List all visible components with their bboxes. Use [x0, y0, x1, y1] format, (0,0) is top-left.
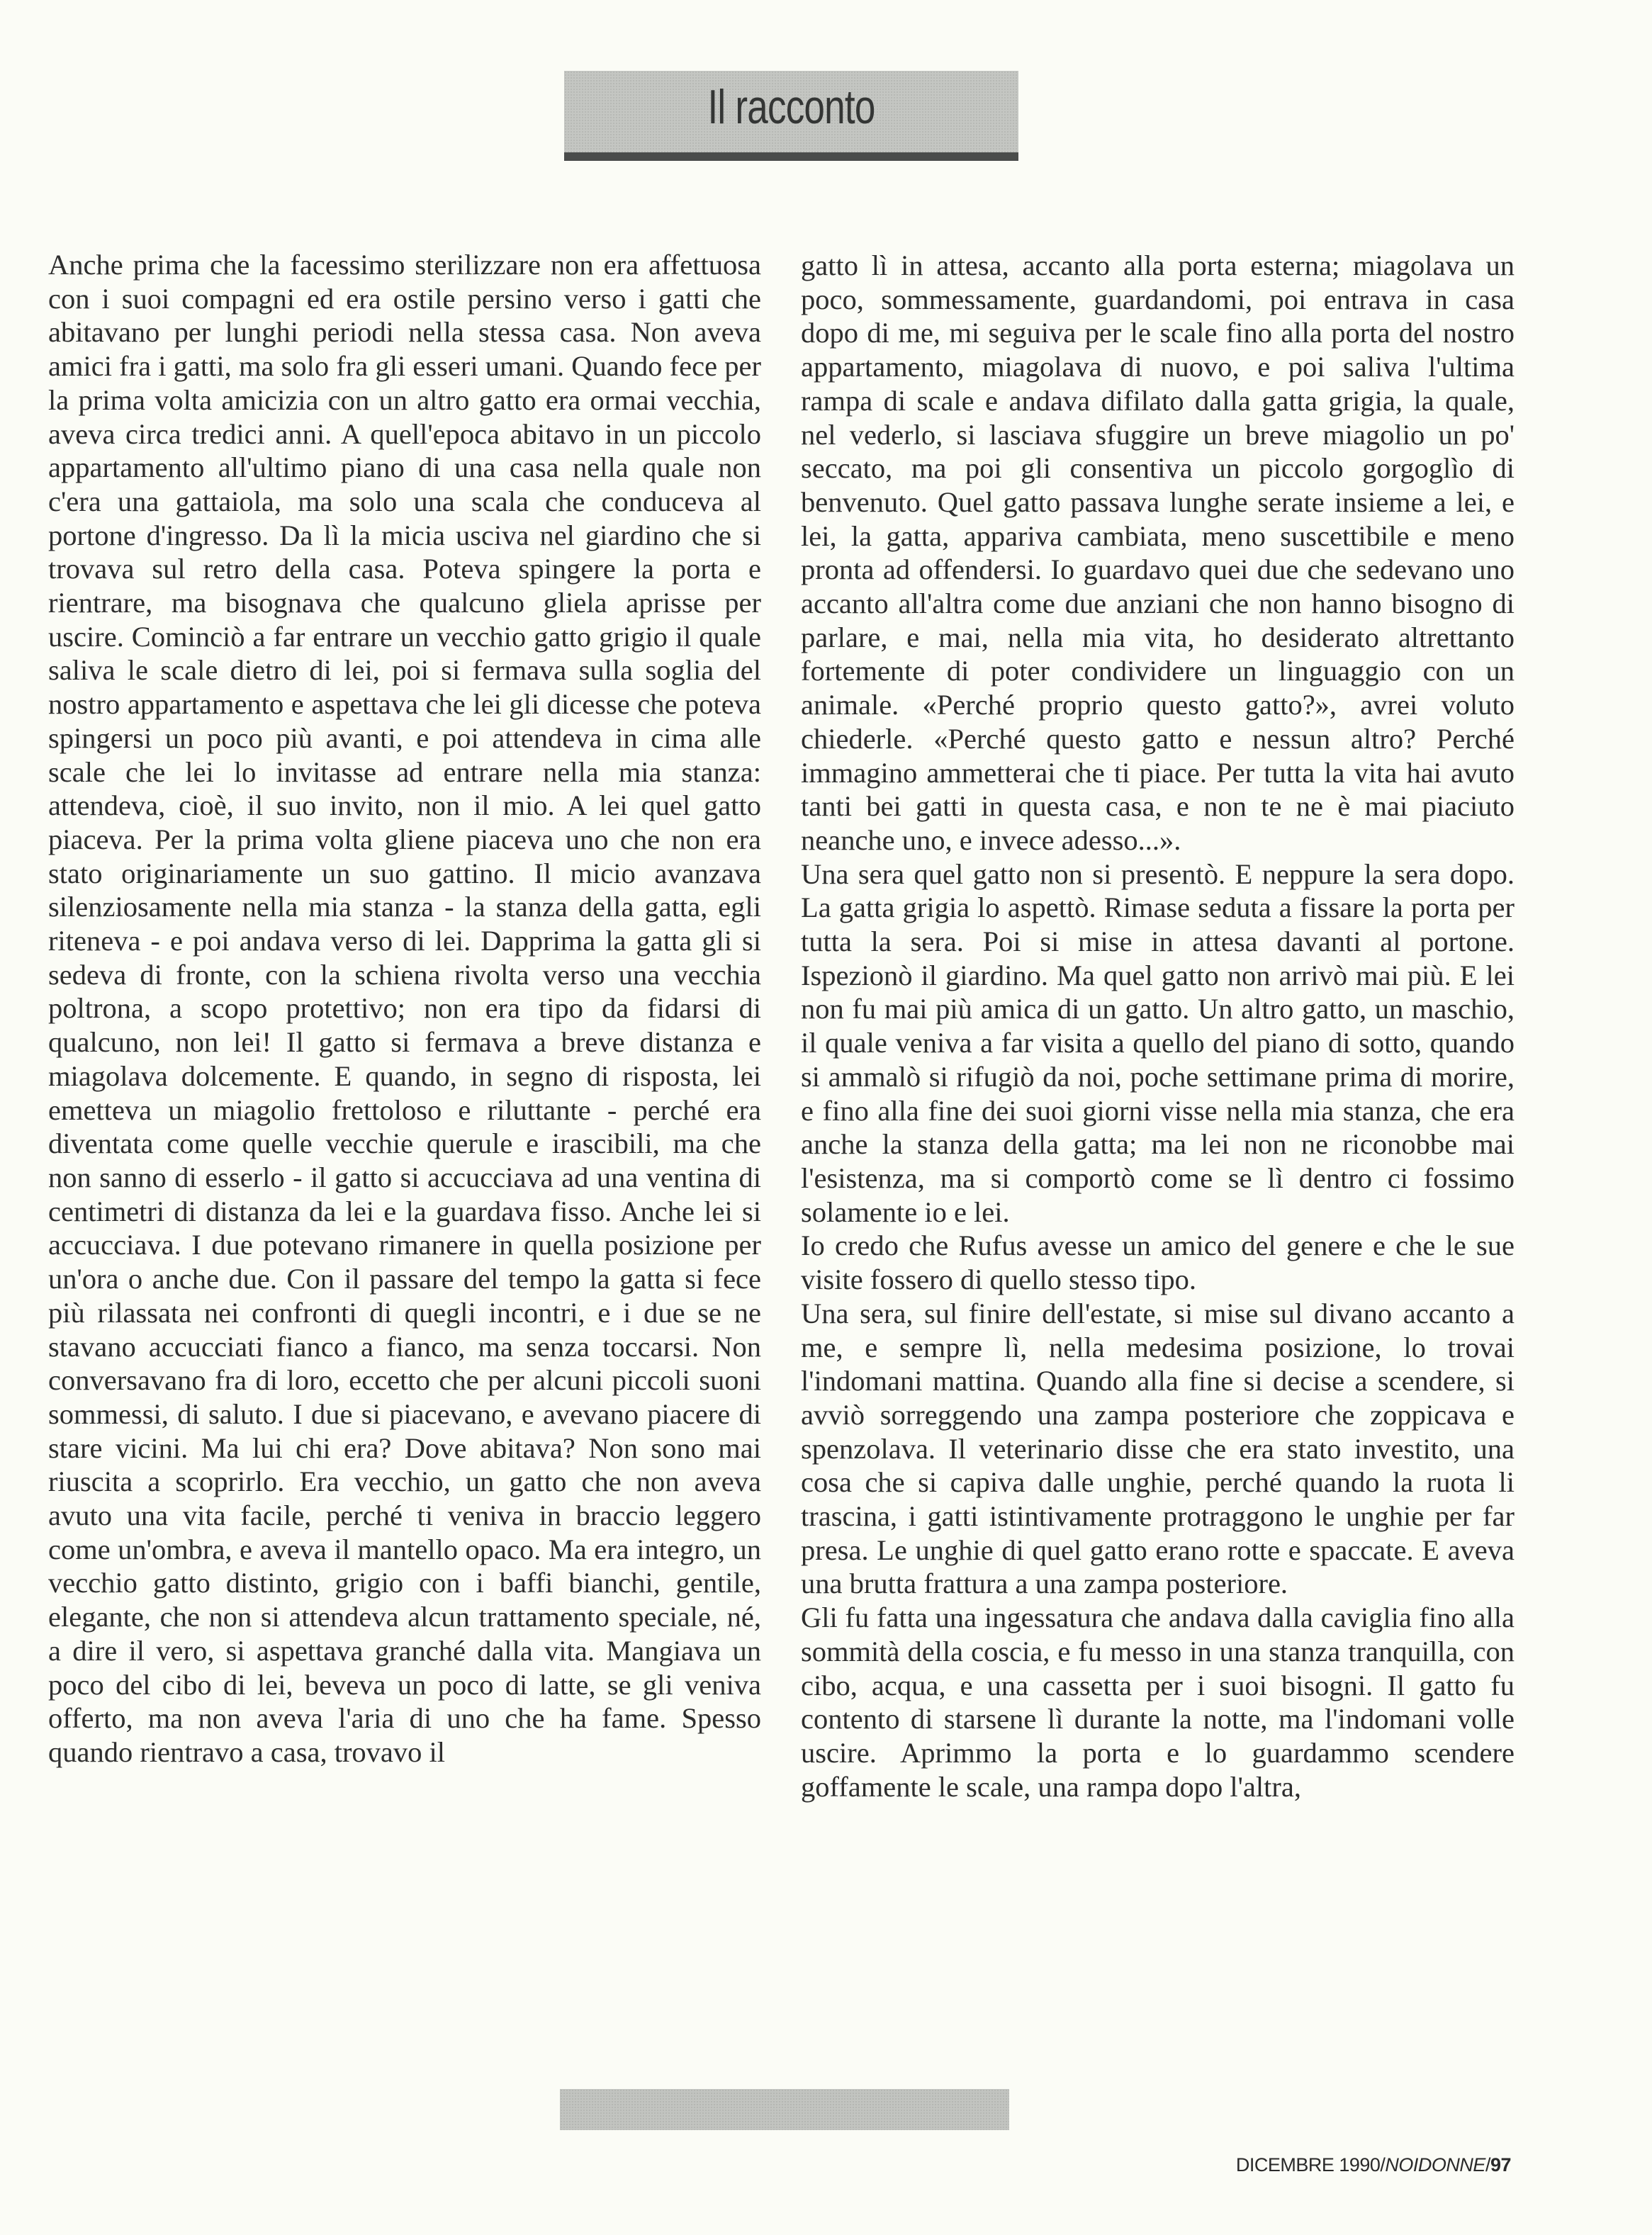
footer-magazine-name: NOIDONNE [1385, 2154, 1485, 2175]
article-paragraph: Gli fu fatta una ingessatura che andava dalla caviglia fino alla sommità della coscia, e fu messo in una stanza tranquilla, con cibo, acqua, e una cassetta per i suoi bisogni. Il gatto fu contento di starsene lì durante la notte, ma l'indomani volle uscire. Aprimmo la porta e lo guardammo scendere goffamente le scale, una rampa dopo l'altra, [801, 1601, 1515, 1803]
page-number: 97 [1490, 2154, 1511, 2175]
article-paragraph: Io credo che Rufus avesse un amico del genere e che le sue visite fossero di quello stesso tipo. [801, 1229, 1515, 1296]
article-column-right [801, 249, 1515, 1803]
section-header-rule [564, 152, 1018, 161]
article-column-left [48, 248, 761, 1769]
article-paragraph: Anche prima che la facessimo sterilizzare non era affettuosa con i suoi compagni ed era ostile persino verso i gatti che abitavano per lunghi periodi nella stessa casa. Non aveva amici fra i gatti, ma solo fra gli esseri umani. Quando fece per la prima volta amicizia con un altro gatto era ormai vecchia, aveva circa tredici anni. A quell'epoca abitavo in un piccolo appartamento all'ultimo piano di una casa nella quale non c'era una gattaiola, ma solo una scala che conduceva al portone d'ingresso. Da lì la micia usciva nel giardino che si trovava sul retro della casa. Poteva spingere la porta e rientrare, ma bisognava che qualcuno gliela aprisse per uscire. Cominciò a far entrare un vecchio gatto grigio il quale saliva le scale dietro di lei, poi si fermava sulla soglia del nostro appartamento e aspettava che lei gli dicesse che poteva spingersi un poco più avanti, e poi attendeva in cima alle scale che lei lo invitasse ad entrare nella mia stanza: attendeva, cioè, il suo invito, non il mio. A lei quel gatto piaceva. Per la prima volta gliene piaceva uno che non era stato originariamente un suo gattino. Il micio avanzava silenziosamente nella mia stanza - la stanza della gatta, egli riteneva - e poi andava verso di lei. Dapprima la gatta gli si sedeva di fronte, con la schiena rivolta verso una vecchia poltrona, a scopo protettivo; non era tipo da fidarsi di qualcuno, non lei! Il gatto si fermava a breve distanza e miagolava dolcemente. E quando, in segno di risposta, lei emetteva un miagolio frettoloso e riluttante - perché era diventata come quelle vecchie querule e irascibili, ma che non sanno di esserlo - il gatto si accucciava ad una ventina di centimetri di distanza da lei e la guardava fisso. Anche lei si accucciava. I due potevano rimanere in quella posizione per un'ora o anche due. Con il passare del tempo la gatta si fece più rilassata nei confronti di quegli incontri, e i due se ne stavano accucciati fianco a fianco, ma senza toccarsi. Non conversavano fra di loro, eccetto che per alcuni piccoli suoni sommessi, di saluto. I due si piacevano, e avevano piacere di stare vicini. Ma lui chi era? Dove abitava? Non sono mai riuscita a scoprirlo. Era vecchio, un gatto che non aveva avuto una vita facile, perché ti veniva in braccio leggero come un'ombra, e aveva il mantello opaco. Ma era integro, un vecchio gatto distinto, grigio con i baffi bianchi, gentile, elegante, che non si attendeva alcun trattamento speciale, né, a dire il vero, si aspettava granché dalla vita. Mangiava un poco del cibo di lei, beveva un poco di latte, se gli veniva offerto, ma non aveva l'aria di uno che ha fame. Spesso quando rientravo a casa, trovavo il [48, 249, 761, 1768]
section-title: Il racconto [707, 80, 875, 134]
footer-date: DICEMBRE 1990/ [1235, 2154, 1386, 2175]
article-paragraph: gatto lì in attesa, accanto alla porta esterna; miagolava un poco, sommessamente, guardandomi, poi entrava in casa dopo di me, mi seguiva per le scale fino alla porta del nostro appartamento, miagolava di nuovo, e poi saliva l'ultima rampa di scale e andava difilato dalla gatta grigia, la quale, nel vederlo, si lasciava sfuggire un breve miagolio un po' seccato, ma poi gli consentiva un piccolo gorgoglìo di benvenuto. Quel gatto passava lunghe serate insieme a lei, e lei, la gatta, appariva cambiata, meno suscettibile e meno pronta ad offendersi. Io guardavo quei due che sedevano uno accanto all'altra come due anziani che non hanno bisogno di parlare, e mai, nella mia vita, ho desiderato altrettanto fortemente di poter condividere un linguaggio con un animale. «Perché proprio questo gatto?», avrei voluto chiederle. «Perché questo gatto e nessun altro? Perché immagino ammetterai che ti piace. Per tutta la vita hai avuto tanti bei gatti in questa casa, e non te ne è mai piaciuto neanche uno, e invece adesso...». [801, 249, 1515, 856]
article-paragraph: Una sera, sul finire dell'estate, si mise sul divano accanto a me, e sempre lì, nella medesima posizione, lo trovai l'indomani mattina. Quando alla fine si decise a scendere, si avviò sorreggendo una zampa posteriore che zoppicava e spenzolava. Il veterinario disse che era stato investito, una cosa che si capiva dalle unghie, perché quando la ruota li trascina, i gatti istintivamente protraggono le unghie per far presa. Le unghie di quel gatto erano rotte e spaccate. E aveva una brutta frattura a una zampa posteriore. [801, 1297, 1515, 1600]
section-header [564, 71, 1018, 161]
page-footer [1236, 2154, 1511, 2176]
bottom-decorative-band [560, 2089, 1009, 2130]
footer-separator: / [1485, 2154, 1490, 2175]
article-paragraph: Una sera quel gatto non si presentò. E neppure la sera dopo. La gatta grigia lo aspettò. Rimase seduta a fissare la porta per tutta la sera. Poi si mise in attesa davanti al portone. Ispezionò il giardino. Ma quel gatto non arrivò mai più. E lei non fu mai più amica di un gatto. Un altro gatto, un maschio, il quale veniva a far visita a quello del piano di sotto, quando si ammalò si rifugiò da noi, poche settimane prima di morire, e fino alla fine dei suoi giorni visse nella mia stanza, che era anche la stanza della gatta; ma lei non ne riconobbe mai l'esistenza, ma si comportò come se lì dentro ci fossimo solamente io e lei. [801, 857, 1515, 1228]
